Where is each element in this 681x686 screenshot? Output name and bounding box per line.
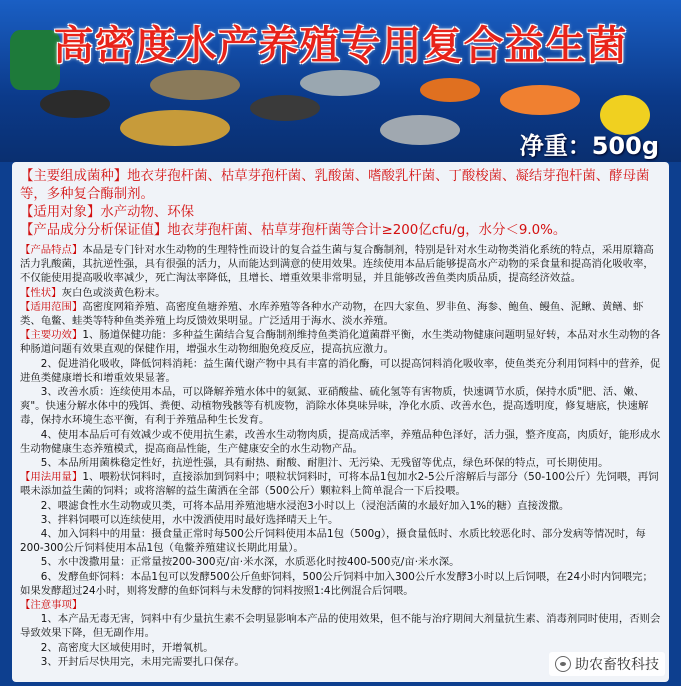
fish-image (250, 95, 320, 121)
watermark-text: 助农畜牧科技 (575, 657, 659, 673)
usage-item: 6、发酵鱼虾饲料：本品1包可以发酵500公斤鱼虾饲料，500公斤饲料中加入300公斤水发酵3小时以上后饲喂，在24小时内饲喂完；如果发酵超过24小时，则将发酵的鱼虾饲料与未发酵的饲料按照1:4比例混合后饲喂。 (20, 570, 653, 597)
usage-item: 3、拌料饲喂可以连续使用，水中泼洒使用时最好选择晴天上午。 (40, 513, 339, 526)
notes-item: 1、本产品无毒无害，饲料中有少量抗生素不会明显影响本产品的使用效果，但不能与治疗期间大剂量抗生素、消毒剂同时使用，否则会导致效果下降，但无副作用。 (20, 613, 661, 640)
usage-tag: 【用法用量】 (20, 471, 83, 484)
usage-section (20, 470, 661, 598)
scope-tag: 【适用范围】 (20, 300, 83, 313)
fish-image (380, 115, 460, 145)
usage-item: 1、喂粉状饲料时，直接添加到饲料中；喂粒状饲料时，可将本品1包加水2-5公斤溶解后与部分（50-100公斤）先饲喂，再饲喂未添加益生菌的饲料；或将溶解的益生菌洒在全部（500公斤）颗粒料上简单混合一下后投喂。 (20, 471, 659, 498)
banner (0, 0, 681, 162)
target-objects: 【适用对象】水产动物、环保 (20, 205, 195, 220)
main-strains: 【主要组成菌种】地衣芽孢杆菌、枯草芽孢杆菌、乳酸菌、嗜酸乳杆菌、丁酸梭菌、凝结芽孢杆菌、酵母菌等，多种复合酶制剂。 (20, 169, 650, 202)
notes-item: 2、高密度大区域使用时，开增氧机。 (40, 641, 214, 654)
property-text: 灰白色或淡黄色粉末。 (61, 286, 166, 299)
fish-image (420, 78, 480, 102)
fish-image (40, 90, 110, 118)
product-title: 高密度水产养殖专用复合益生菌 (53, 23, 628, 69)
property-tag: 【性状】 (20, 286, 62, 299)
usage-item: 4、加入饲料中的用量：摄食量正常时每500公斤饲料使用本品1包（500g），摄食量低时、水质比较恶化时、部分发病等情况时，每200-300公斤饲料使用本品1包（龟鳖养殖建议长期此用量）。 (20, 528, 646, 555)
watermark-logo (549, 652, 665, 676)
info-panel (12, 162, 669, 682)
function-item: 3、改善水质：连续使用本品，可以降解养殖水体中的氨氮、亚硝酸盐、硫化氢等有害物质，快速调节水质，保持水质"肥、活、嫩、爽"。快速分解水体中的残饵、粪便、动植物残骸等有机废物，消除水体臭味异味，净化水质、改善水色，提高透明度，修复塘底，快速解毒，保持水环境生态平衡，有利于养殖品种生长发育。 (20, 386, 649, 427)
guarantee-values: 【产品成分分析保证值】地衣芽孢杆菌、枯草芽孢杆菌等合计≥200亿cfu/g，水分＜9.0%。 (20, 223, 567, 238)
functions-tag: 【主要功效】 (20, 329, 83, 342)
features-paragraph (20, 243, 661, 286)
fish-image (120, 110, 230, 146)
function-item: 1、肠道保健功能：多种益生菌结合复合酶制剂维持鱼类消化道菌群平衡，水生类动物健康问题明显好转，本品对水生动物的各种肠道问题有效果直观的保健作用，增强水生动物细胞免疫反应，提高抗应激力。 (20, 329, 661, 356)
features-tag: 【产品特点】 (20, 244, 83, 256)
function-item: 2、促进消化吸收，降低饲料消耗：益生菌代谢产物中具有丰富的消化酶，可以提高饲料消化吸收率，使鱼类充分利用饲料中的营养，促进鱼类健康增长和增重效果显著。 (20, 357, 661, 384)
functions-section (20, 328, 661, 470)
notes-tag: 【注意事项】 (20, 599, 83, 612)
property-paragraph (20, 286, 661, 300)
wechat-icon (555, 656, 571, 672)
fish-image (500, 85, 580, 115)
function-item: 5、本品所用菌株稳定性好，抗逆性强，具有耐热、耐酸、耐胆汁、无污染、无残留等优点，绿色环保的特点，可长期使用。 (40, 457, 609, 470)
usage-item: 2、喂滤食性水生动物或贝类，可将本品用养殖池塘水浸泡3小时以上（浸泡活菌的水最好加入1%的糖）直接泼撒。 (40, 499, 570, 512)
usage-item: 5、水中泼撒用量：正常量按200-300克/亩·米水深，水质恶化时按400-500克/亩·米水深。 (40, 556, 460, 569)
fish-image (300, 70, 380, 96)
net-weight: 净重：500g (519, 132, 659, 160)
function-item: 4、使用本品后可有效减少或不使用抗生素，改善水生动物肉质，提高成活率，养殖品种色泽好，活力强，整齐度高，肉质好，能形成水生动物健康生态养殖模式，提高商品性能，生产健康安全的水生动物产品。 (20, 428, 661, 455)
notes-item: 3、开封后尽快用完，未用完需要扎口保存。 (40, 655, 245, 668)
scope-paragraph (20, 300, 661, 328)
features-text: 本品是专门针对水生动物的生理特性而设计的复合益生菌与复合酶制剂，特别是针对水生动物类消化系统的特点，采用原籍高活力乳酸菌，其抗逆性强，具有很强的活力，从而能达到满意的使用效果。连续使用本品后能够提高水产动物的采食量和提高消化吸收率，不仅能使用提高吸收率减少，死亡淘汰率降低，且增长、增重效果非常明显，并且能够改善鱼类肉质品质，提高经济效益。 (20, 244, 654, 285)
scope-text: 高密度网箱养殖、高密度鱼塘养殖、水库养殖等各种水产动物，在四大家鱼、罗非鱼、海参、鲍鱼、鳗鱼、泥鳅、黄鳝、虾类、龟鳖、蛙类等特种鱼类养殖上均反馈效果明显。广泛适用于海水、淡水养殖。 (20, 300, 644, 328)
fish-image (150, 70, 240, 100)
